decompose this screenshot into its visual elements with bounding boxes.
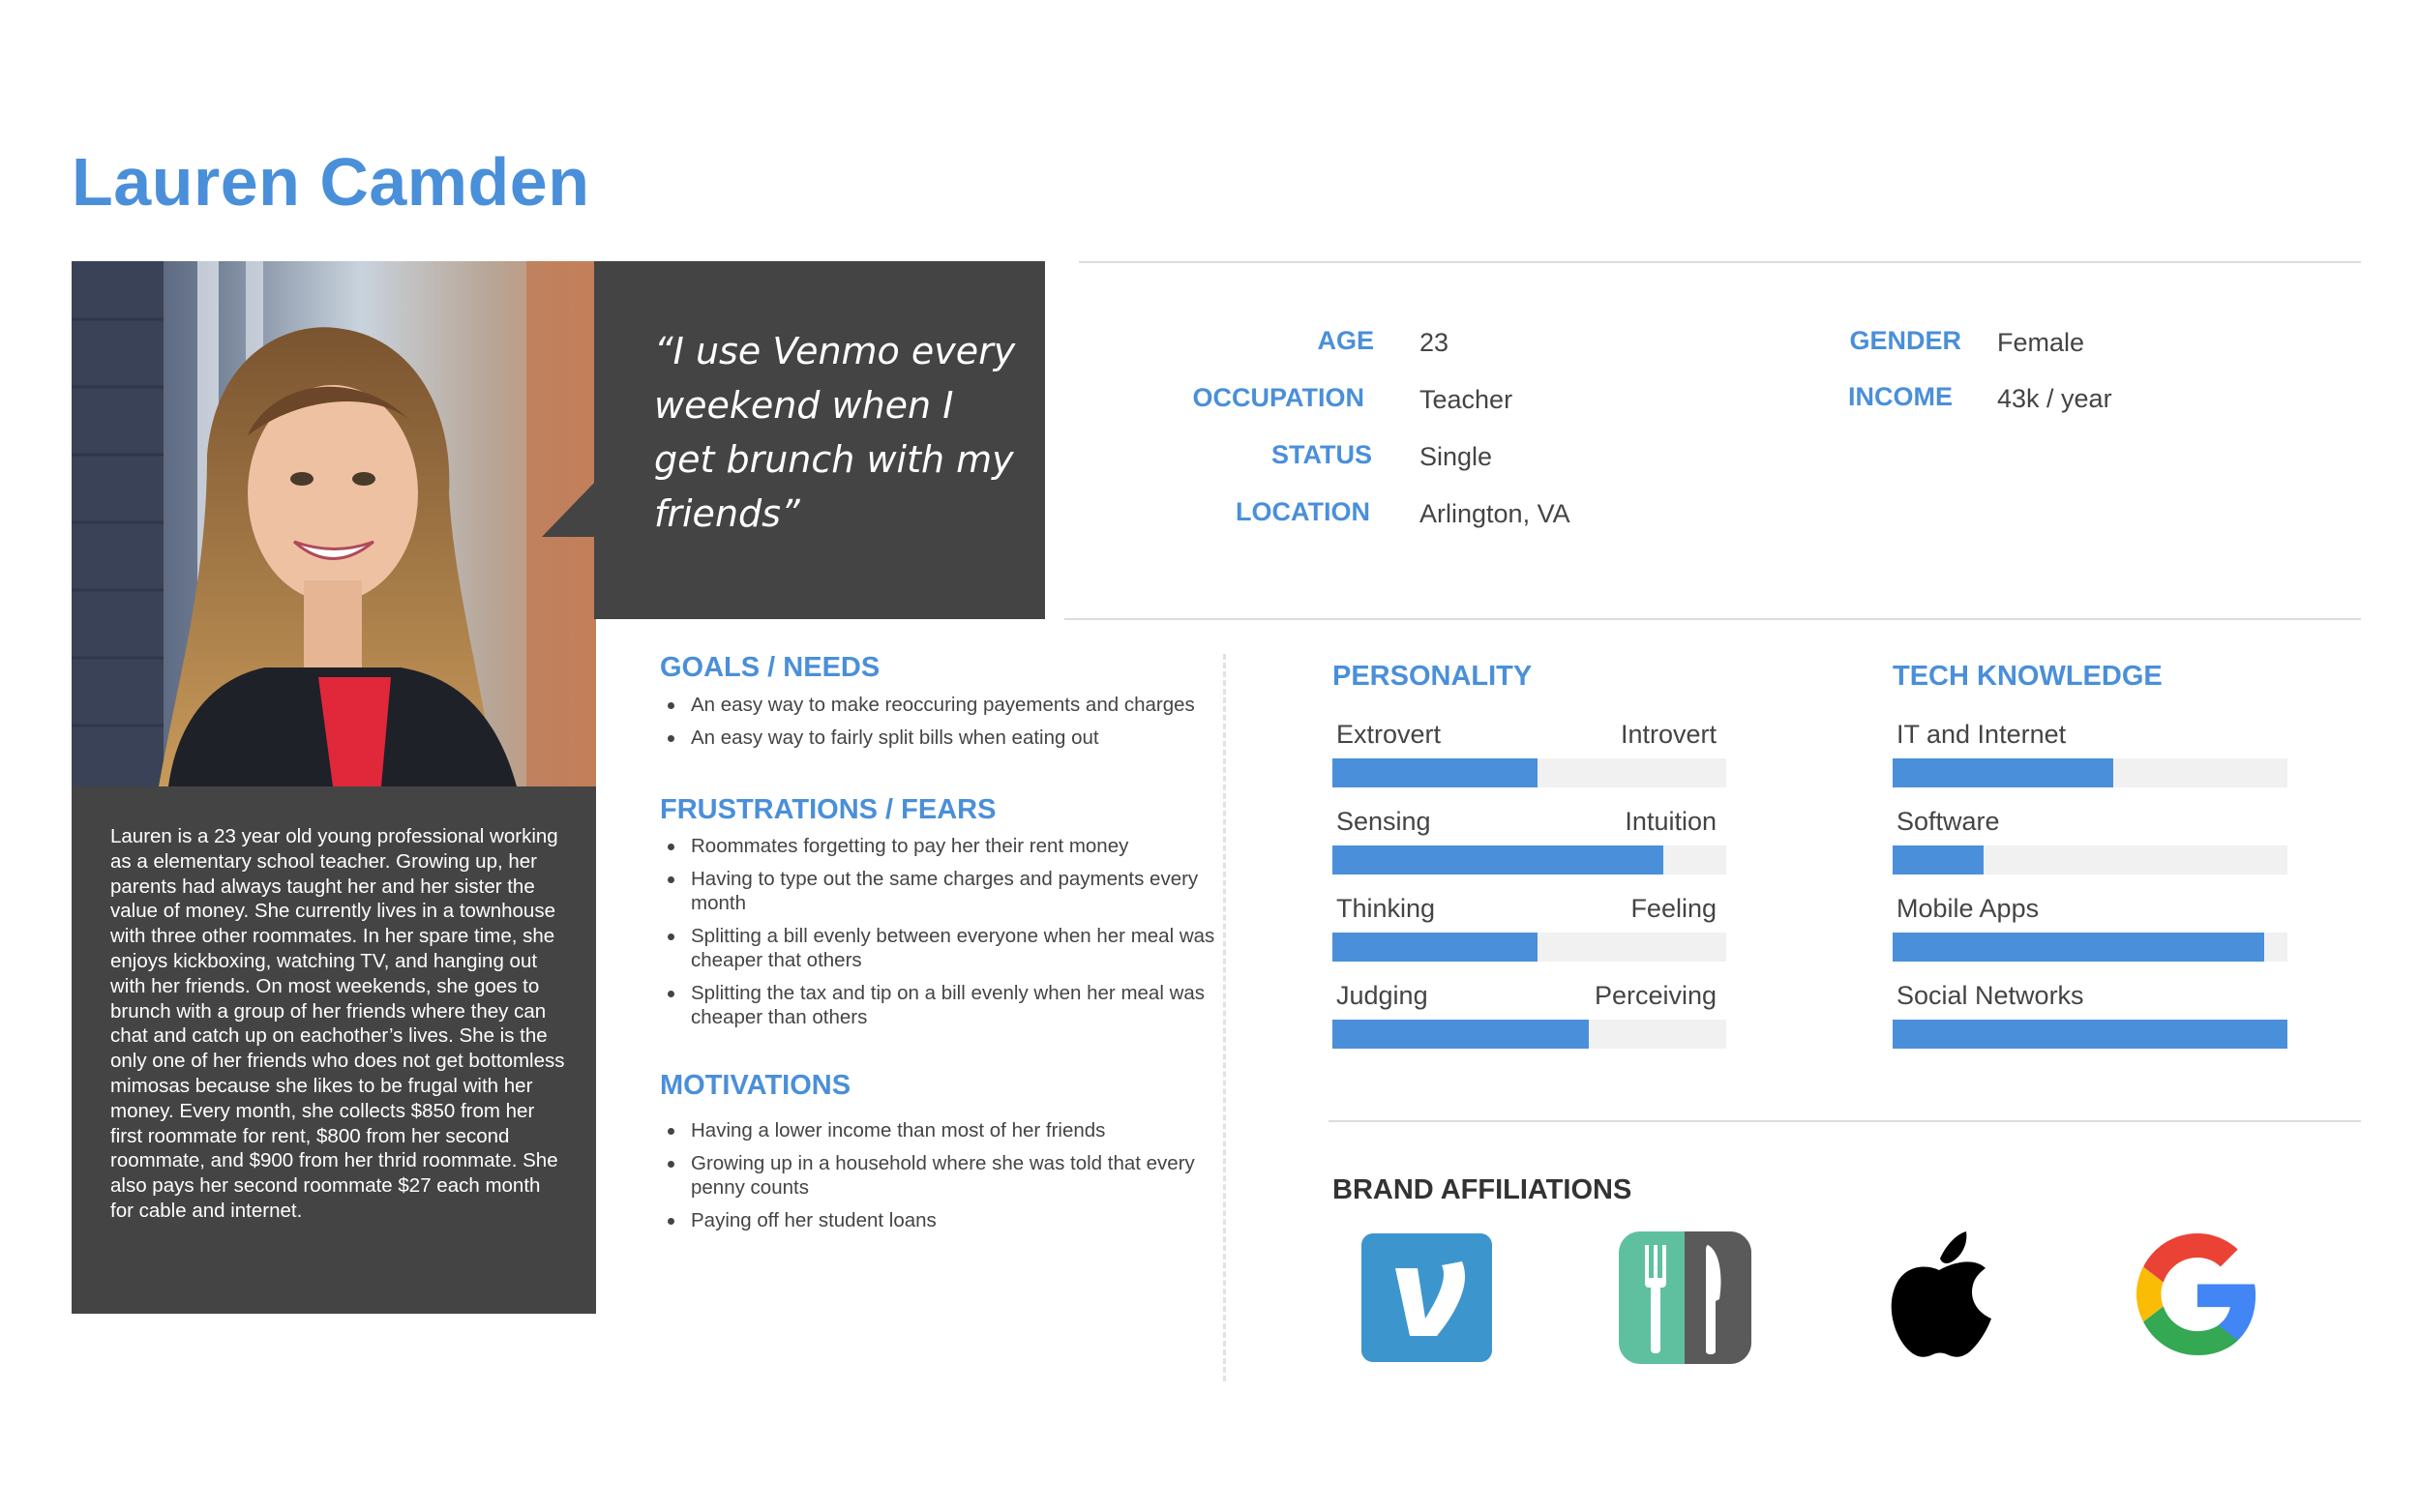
status-value: Single (1419, 442, 1493, 471)
brands-title: BRAND AFFILIATIONS (1332, 1174, 1632, 1205)
income-label: INCOME (1848, 382, 1953, 411)
trait-left-label: Sensing (1336, 807, 1431, 836)
frustrations-title: FRUSTRATIONS / FEARS (660, 794, 997, 825)
persona-quote: “I use Venmo every weekend when I get brunch with my friends” (654, 330, 1016, 535)
age-label: AGE (1317, 326, 1374, 355)
persona-bio: Lauren is a 23 year old young professional working as a elementary school teacher. Growing up, her parents had always taught her and her sister the value of money. She currently lives in a townhouse with three other roommates. In her spare time, she enjoys kickboxing, watching TV, and hanging out with her friends. On most weekends, she goes to brunch with a group of her friends where they can chat and catch up on eachother’s lives. She is the only one of her friends who does not get bottomless mimosas because she likes to be frugal with her money. Every month, she collects $850 from her first roommate for rent, $800 from her second roommate, and $900 from her thrid roommate. She also pays her second roommate $27 each month for cable and internet. (110, 825, 565, 1222)
tech-label: Software (1896, 807, 2000, 836)
brands-divider (1329, 1120, 2361, 1122)
tech-bar-fill (1893, 1020, 2287, 1049)
tech-label: IT and Internet (1896, 720, 2067, 749)
restaurant-fork-knife-icon (1619, 1231, 1751, 1364)
personality-title: PERSONALITY (1332, 661, 1533, 692)
frustration-item: Roommates forgetting to pay her their rent money (660, 834, 1221, 858)
top-divider (1079, 261, 2361, 263)
motivation-item: Paying off her student loans (660, 1208, 1221, 1232)
apple-logo-icon (1887, 1230, 1993, 1360)
goal-item: An easy way to fairly split bills when eating out (660, 726, 1202, 750)
quote-pointer (542, 481, 596, 537)
trait-right-label: Perceiving (1594, 981, 1717, 1010)
tech-bar-fill (1893, 933, 2264, 962)
frustrations-list (660, 834, 1221, 1038)
tech-bar-fill (1893, 845, 1984, 875)
motivation-item: Having a lower income than most of her friends (660, 1118, 1221, 1142)
location-value: Arlington, VA (1419, 499, 1570, 528)
persona-photo (72, 261, 596, 786)
gender-value: Female (1997, 328, 2085, 357)
occupation-label: OCCUPATION (1192, 383, 1364, 412)
trait-bar-fill (1332, 1020, 1589, 1049)
frustration-item: Splitting the tax and tip on a bill evenly when her meal was cheaper than others (660, 981, 1221, 1029)
venmo-icon (1361, 1233, 1492, 1362)
frustration-item: Splitting a bill evenly between everyone when her meal was cheaper that others (660, 924, 1221, 972)
occupation-value: Teacher (1419, 385, 1513, 414)
goal-item: An easy way to make reoccuring payements and charges (660, 693, 1202, 717)
income-value: 43k / year (1997, 384, 2112, 413)
goals-title: GOALS / NEEDS (660, 652, 881, 683)
frustration-item: Having to type out the same charges and payments every month (660, 867, 1221, 915)
goals-list (660, 693, 1202, 758)
tech-label: Mobile Apps (1896, 894, 2040, 923)
gender-label: GENDER (1849, 326, 1961, 355)
motivations-title: MOTIVATIONS (660, 1070, 851, 1101)
persona-name: Lauren Camden (72, 144, 590, 220)
motivations-list (660, 1118, 1221, 1241)
demographics-divider (1064, 618, 2361, 620)
trait-right-label: Introvert (1620, 720, 1717, 749)
column-divider (1223, 654, 1226, 1381)
google-logo-icon (2136, 1233, 2258, 1355)
tech-title: TECH KNOWLEDGE (1893, 661, 2163, 692)
trait-left-label: Thinking (1336, 894, 1436, 923)
tech-label: Social Networks (1896, 981, 2084, 1010)
age-value: 23 (1419, 328, 1449, 357)
trait-bar-fill (1332, 933, 1538, 962)
trait-bar-fill (1332, 845, 1663, 875)
trait-bar-fill (1332, 758, 1538, 787)
trait-left-label: Extrovert (1336, 720, 1442, 749)
trait-right-label: Intuition (1625, 807, 1717, 836)
status-label: STATUS (1271, 440, 1372, 469)
location-label: LOCATION (1236, 497, 1370, 526)
trait-left-label: Judging (1336, 981, 1428, 1010)
motivation-item: Growing up in a household where she was told that every penny counts (660, 1151, 1221, 1200)
tech-bar-fill (1893, 758, 2113, 787)
trait-right-label: Feeling (1630, 894, 1717, 923)
